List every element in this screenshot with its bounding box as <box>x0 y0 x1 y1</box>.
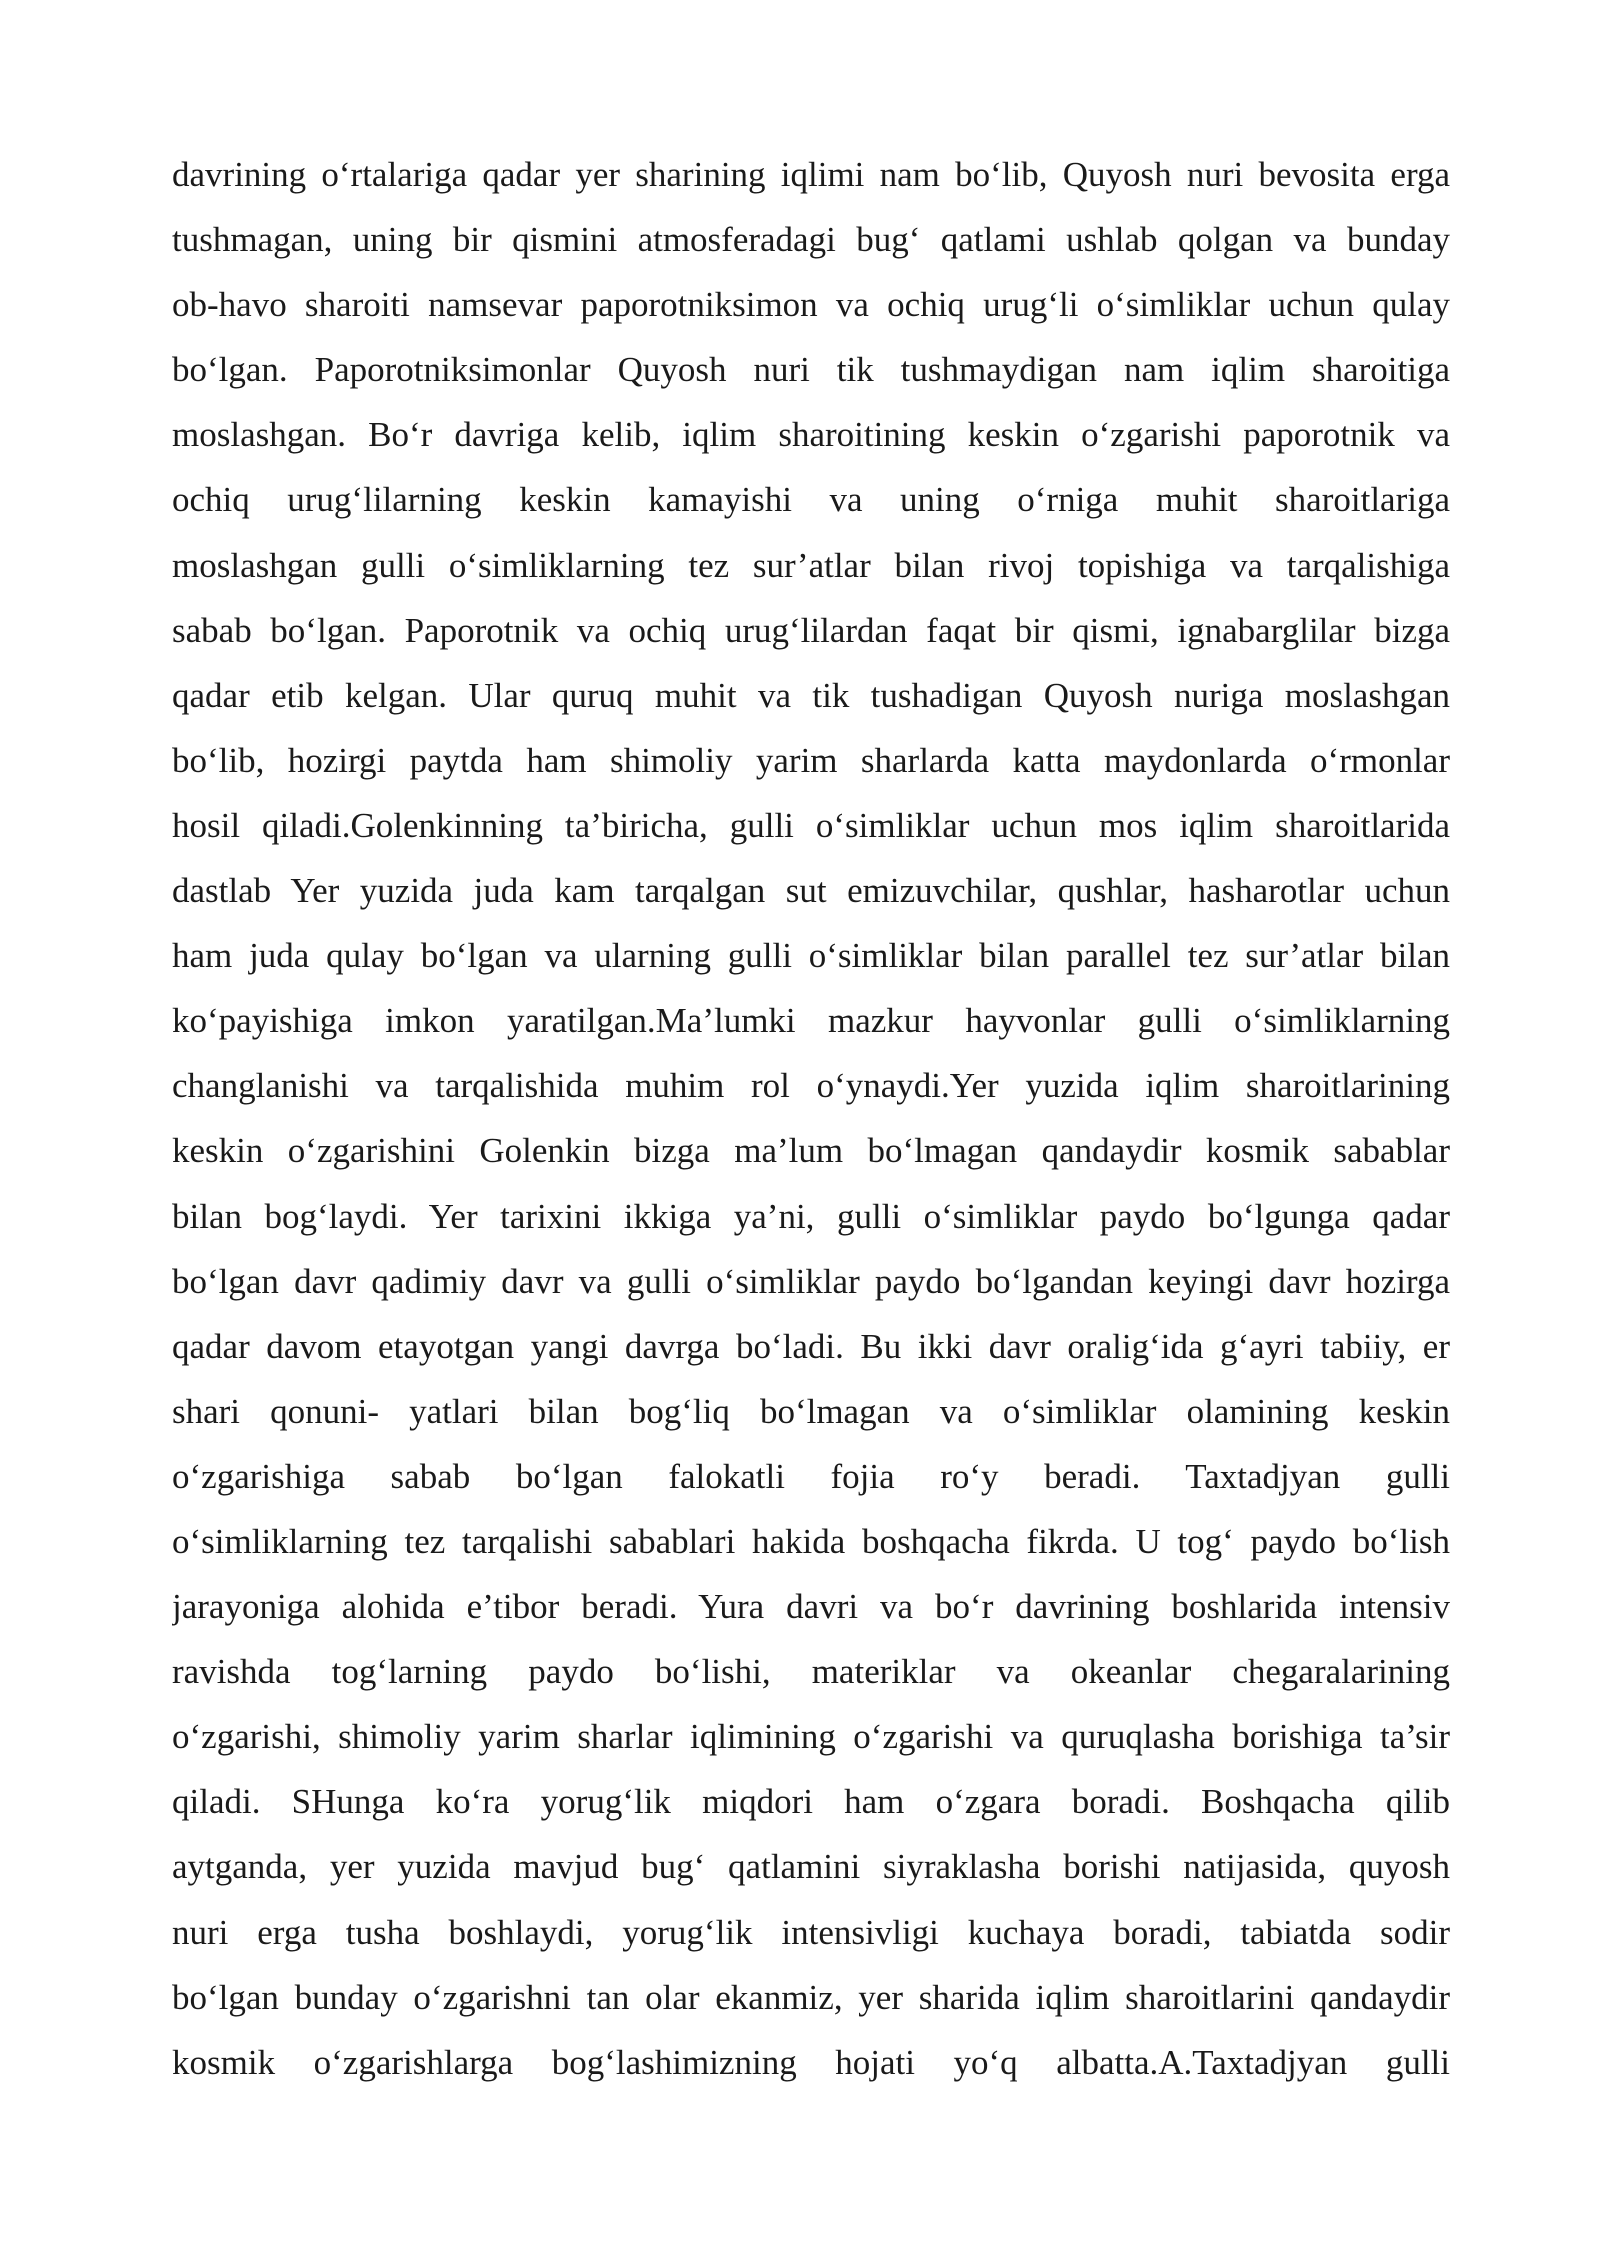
text-line: moslashgan. Bo‘r davriga kelib, iqlim sharoitining keskin o‘zgarishi paporotnik va <box>172 415 1450 455</box>
text-line: o‘zgarishiga sabab bo‘lgan falokatli fojia ro‘y beradi. Taxtadjyan gulli <box>172 1456 1450 1496</box>
text-line: changlanishi va tarqalishida muhim rol o‘ynaydi.Yer yuzida iqlim sharoitlarining <box>172 1066 1450 1106</box>
text-line: sabab bo‘lgan. Paporotnik va ochiq urug‘lilardan faqat bir qismi, ignabarglilar bizga <box>172 610 1450 650</box>
text-line: ko‘payishiga imkon yaratilgan.Ma’lumki mazkur hayvonlar gulli o‘simliklarning <box>172 1001 1450 1041</box>
text-line: dastlab Yer yuzida juda kam tarqalgan sut emizuvchilar, qushlar, hasharotlar uchun <box>172 871 1450 911</box>
text-line: bo‘lgan. Paporotniksimonlar Quyosh nuri tik tushmaydigan nam iqlim sharoitiga <box>172 350 1450 390</box>
text-line: bo‘lgan davr qadimiy davr va gulli o‘simliklar paydo bo‘lgandan keyingi davr hozirga <box>172 1261 1450 1301</box>
text-line: qiladi. SHunga ko‘ra yorug‘lik miqdori ham o‘zgara boradi. Boshqacha qilib <box>172 1782 1450 1822</box>
text-line: davrining o‘rtalariga qadar yer sharining iqlimi nam bo‘lib, Quyosh nuri bevosita erga <box>172 155 1450 194</box>
text-line: ob-havo sharoiti namsevar paporotniksimon va ochiq urug‘li o‘simliklar uchun qulay <box>172 285 1450 325</box>
text-line: aytganda, yer yuzida mavjud bug‘ qatlamini siyraklasha borishi natijasida, quyosh <box>172 1847 1450 1887</box>
text-line: bo‘lib, hozirgi paytda ham shimoliy yarim sharlarda katta maydonlarda o‘rmonlar <box>172 740 1450 780</box>
text-line: o‘zgarishi, shimoliy yarim sharlar iqlimining o‘zgarishi va quruqlasha borishiga ta’sir <box>172 1717 1450 1757</box>
text-line: jarayoniga alohida e’tibor beradi. Yura davri va bo‘r davrining boshlarida intensiv <box>172 1587 1450 1627</box>
text-line: qadar etib kelgan. Ular quruq muhit va tik tushadigan Quyosh nuriga moslashgan <box>172 675 1450 715</box>
body-paragraph <box>172 142 1450 2095</box>
text-line: nuri erga tusha boshlaydi, yorug‘lik intensivligi kuchaya boradi, tabiatda sodir <box>172 1912 1450 1952</box>
text-line: bo‘lgan bunday o‘zgarishni tan olar ekanmiz, yer sharida iqlim sharoitlarini qandaydir <box>172 1977 1450 2017</box>
text-line: ochiq urug‘lilarning keskin kamayishi va uning o‘rniga muhit sharoitlariga <box>172 480 1450 520</box>
text-line: bilan bog‘laydi. Yer tarixini ikkiga ya’ni, gulli o‘simliklar paydo bo‘lgunga qadar <box>172 1196 1450 1236</box>
text-line: ravishda tog‘larning paydo bo‘lishi, materiklar va okeanlar chegaralarining <box>172 1652 1450 1692</box>
text-line: tushmagan, uning bir qismini atmosferadagi bug‘ qatlami ushlab qolgan va bunday <box>172 220 1450 260</box>
text-line: o‘simliklarning tez tarqalishi sabablari hakida boshqacha fikrda. U tog‘ paydo bo‘lish <box>172 1521 1450 1561</box>
text-line: ham juda qulay bo‘lgan va ularning gulli o‘simliklar bilan parallel tez sur’atlar bilan <box>172 936 1450 976</box>
text-line: keskin o‘zgarishini Golenkin bizga ma’lum bo‘lmagan qandaydir kosmik sabablar <box>172 1131 1450 1171</box>
text-line: hosil qiladi.Golenkinning ta’biricha, gulli o‘simliklar uchun mos iqlim sharoitlarida <box>172 805 1450 845</box>
text-line: qadar davom etayotgan yangi davrga bo‘ladi. Bu ikki davr oralig‘ida g‘ayri tabiiy, er <box>172 1326 1450 1366</box>
text-line: kosmik o‘zgarishlarga bog‘lashimizning hojati yo‘q albatta.A.Taxtadjyan gulli <box>172 2042 1450 2082</box>
text-line: moslashgan gulli o‘simliklarning tez sur’atlar bilan rivoj topishiga va tarqalishiga <box>172 545 1450 585</box>
text-line: shari qonuni- yatlari bilan bog‘liq bo‘lmagan va o‘simliklar olamining keskin <box>172 1391 1450 1431</box>
